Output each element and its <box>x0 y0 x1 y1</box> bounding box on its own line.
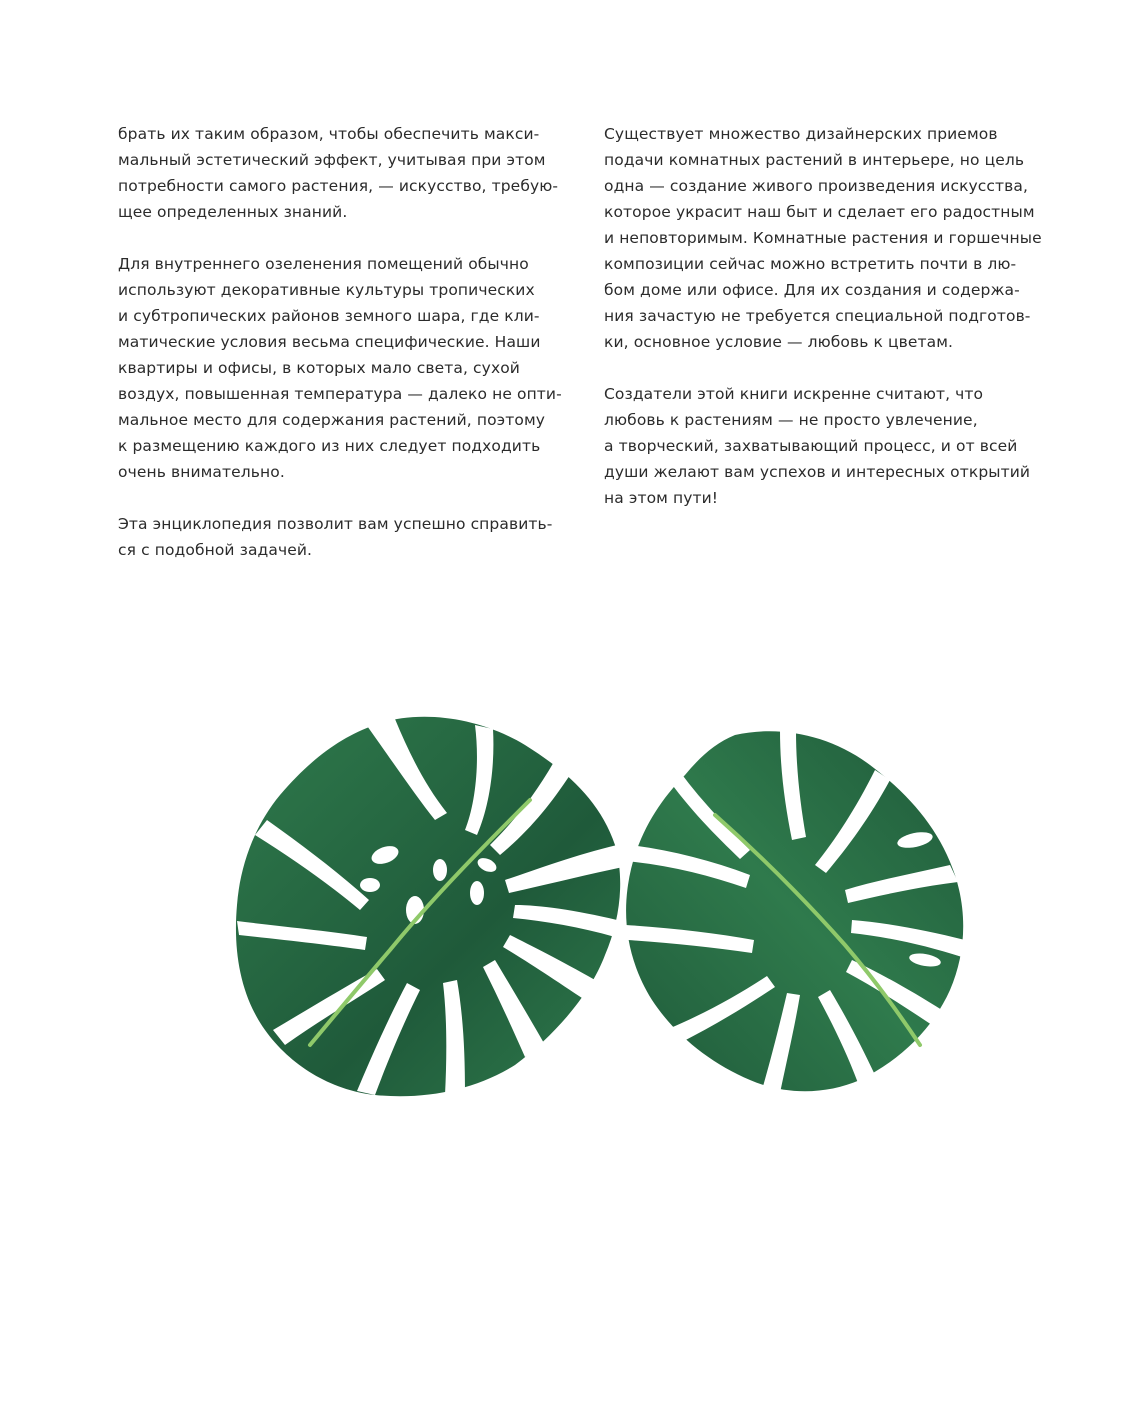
text-line: Существует множество дизайнерских приемов <box>604 125 998 143</box>
text-line: потребности самого растения, — искусство, требую- <box>118 177 559 195</box>
text-line: одна — создание живого произведения искусства, <box>604 177 1029 195</box>
left-text-column <box>118 121 578 589</box>
text-line: ки, основное условие — любовь к цветам. <box>604 333 954 351</box>
text-line: Для внутреннего озеленения помещений обычно <box>118 255 529 273</box>
text-line: Создатели этой книги искренне считают, что <box>604 385 984 403</box>
paragraph <box>604 121 1064 355</box>
right-text-column <box>604 121 1064 537</box>
text-line: воздух, повышенная температура — далеко не опти- <box>118 385 562 403</box>
text-line: Эта энциклопедия позволит вам успешно справить- <box>118 515 553 533</box>
paragraph <box>118 251 578 485</box>
monstera-illustration <box>225 705 985 1105</box>
text-line: бом доме или офисе. Для их создания и содержа- <box>604 281 1020 299</box>
text-line: которое украсит наш быт и сделает его радостным <box>604 203 1035 221</box>
text-line: а творческий, захватывающий процесс, и от всей <box>604 437 1018 455</box>
text-line: ся с подобной задачей. <box>118 541 313 559</box>
monstera-leaves-icon <box>225 705 985 1105</box>
text-line: квартиры и офисы, в которых мало света, сухой <box>118 359 520 377</box>
text-line: души желают вам успехов и интересных открытий <box>604 463 1031 481</box>
text-line: композиции сейчас можно встретить почти в лю- <box>604 255 1017 273</box>
paragraph <box>118 121 578 225</box>
text-line: к размещению каждого из них следует подходить <box>118 437 541 455</box>
text-line: ния зачастую не требуется специальной подготов- <box>604 307 1031 325</box>
text-line: любовь к растениям — не просто увлечение, <box>604 411 978 429</box>
paragraph <box>604 381 1064 511</box>
text-line: на этом пути! <box>604 489 719 507</box>
left-leaf <box>236 717 623 1096</box>
right-leaf <box>625 730 965 1093</box>
text-line: мальное место для содержания растений, поэтому <box>118 411 546 429</box>
text-line: и субтропических районов земного шара, где кли- <box>118 307 540 325</box>
text-line: подачи комнатных растений в интерьере, но цель <box>604 151 1025 169</box>
text-line: используют декоративные культуры тропических <box>118 281 535 299</box>
text-line: матические условия весьма специфические. Наши <box>118 333 541 351</box>
text-line: и неповторимым. Комнатные растения и горшечные <box>604 229 1042 247</box>
text-line: мальный эстетический эффект, учитывая при этом <box>118 151 546 169</box>
text-line: очень внимательно. <box>118 463 285 481</box>
text-line: брать их таким образом, чтобы обеспечить макси- <box>118 125 540 143</box>
paragraph <box>118 511 578 563</box>
text-line: щее определенных знаний. <box>118 203 348 221</box>
